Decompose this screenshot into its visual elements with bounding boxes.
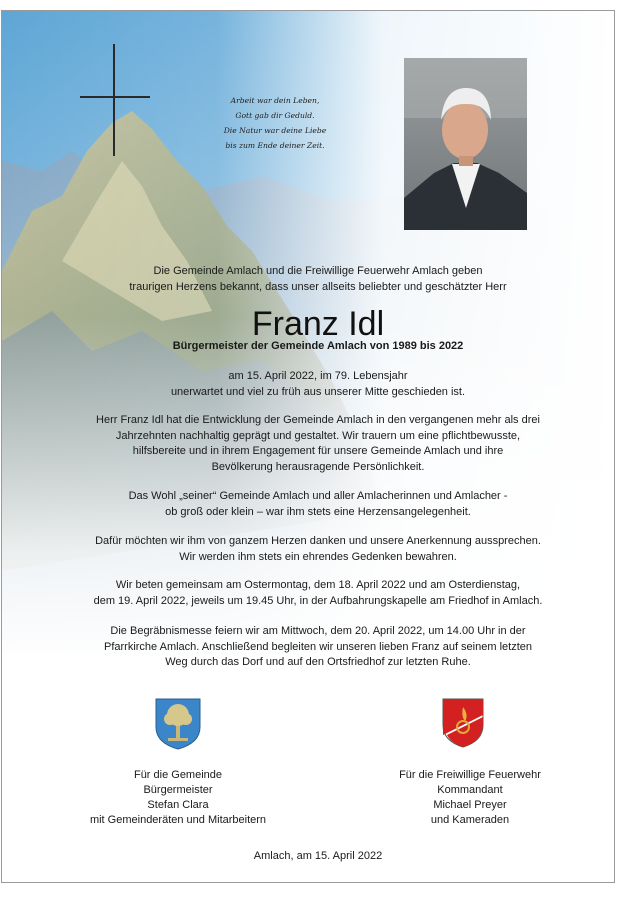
signature-municipality (60, 768, 296, 828)
text-line: Wir beten gemeinsam am Ostermontag, dem 18. April 2022 und am Osterdienstag, (115, 579, 521, 591)
poem-line: Arbeit war dein Leben, (230, 96, 320, 105)
cross-icon (80, 44, 150, 156)
paragraph-funeral (0, 624, 636, 671)
text-line: Bevölkerung herausragende Persönlichkeit. (211, 460, 425, 473)
sign-line: Bürgermeister (143, 784, 213, 796)
signature-fire-brigade (352, 768, 588, 828)
sign-line: und Kameraden (430, 814, 510, 826)
text-line: Herr Franz Idl hat die Entwicklung der Gemeinde Amlach in den vergangenen mehr als drei (96, 414, 540, 426)
death-notice (0, 369, 636, 400)
paragraph-community (0, 489, 636, 520)
death-line: am 15. April 2022, im 79. Lebensjahr (228, 370, 408, 382)
text-line: Weg durch das Dorf und auf den Ortsfriedhof zur letzten Ruhe. (165, 656, 471, 668)
intro-line: traurigen Herzens bekannt, dass unser allseits beliebter und geschätzter Herr (129, 280, 507, 293)
deceased-name: Franz Idl (251, 305, 385, 343)
portrait-photo (404, 58, 527, 230)
paragraph-thanks (0, 534, 636, 565)
text-line: Jahrzehnten nachhaltig geprägt und gestaltet. Wir trauern um eine pflichtbewusste, (115, 429, 521, 442)
intro-text (0, 264, 636, 295)
text-line: Wir werden ihm stets ein ehrendes Gedenken bewahren. (179, 550, 457, 563)
deceased-role: Bürgermeister der Gemeinde Amlach von 1989 bis 2022 (172, 340, 464, 352)
text-line: Das Wohl „seiner“ Gemeinde Amlach und aller Amlacherinnen und Amlacher - (128, 490, 508, 502)
sign-line: Michael Preyer (433, 799, 507, 811)
text-line: Pfarrkirche Amlach. Anschließend begleiten wir unseren lieben Franz auf seinem letzten (103, 640, 532, 653)
text-line: Dafür möchten wir ihm von ganzem Herzen danken und unsere Anerkennung aussprechen. (95, 535, 541, 547)
intro-line: Die Gemeinde Amlach und die Freiwillige Feuerwehr Amlach geben (153, 265, 483, 277)
sign-line: Kommandant (437, 784, 503, 796)
sign-line: Stefan Clara (147, 799, 209, 811)
sign-line: mit Gemeinderäten und Mitarbeitern (89, 814, 267, 826)
sign-line: Für die Freiwillige Feuerwehr (399, 769, 541, 781)
poem-line: Gott gab dir Geduld. (235, 111, 315, 120)
poem-line: bis zum Ende deiner Zeit. (225, 141, 325, 150)
municipality-crest-icon (154, 697, 202, 751)
text-line: hilfsbereite und in ihrem Engagement für unsere Gemeinde Amlach und ihre (132, 445, 504, 457)
poem (220, 93, 330, 153)
poem-line: Die Natur war deine Liebe (223, 126, 327, 135)
text-line: Die Begräbnismesse feiern wir am Mittwoch, dem 20. April 2022, um 14.00 Uhr in der (110, 625, 526, 637)
paragraph-prayer (0, 578, 636, 609)
death-line: unerwartet und viel zu früh aus unserer Mitte geschieden ist. (170, 385, 466, 398)
text-line: ob groß oder klein – war ihm stets eine Herzensangelegenheit. (165, 505, 471, 518)
sign-line: Für die Gemeinde (133, 769, 223, 781)
paragraph-tribute (0, 413, 636, 475)
place-date: Amlach, am 15. April 2022 (253, 850, 383, 862)
text-line: dem 19. April 2022, jeweils um 19.45 Uhr, in der Aufbahrungskapelle am Friedhof in Amlach. (93, 594, 543, 607)
fire-brigade-crest-icon (441, 697, 485, 749)
